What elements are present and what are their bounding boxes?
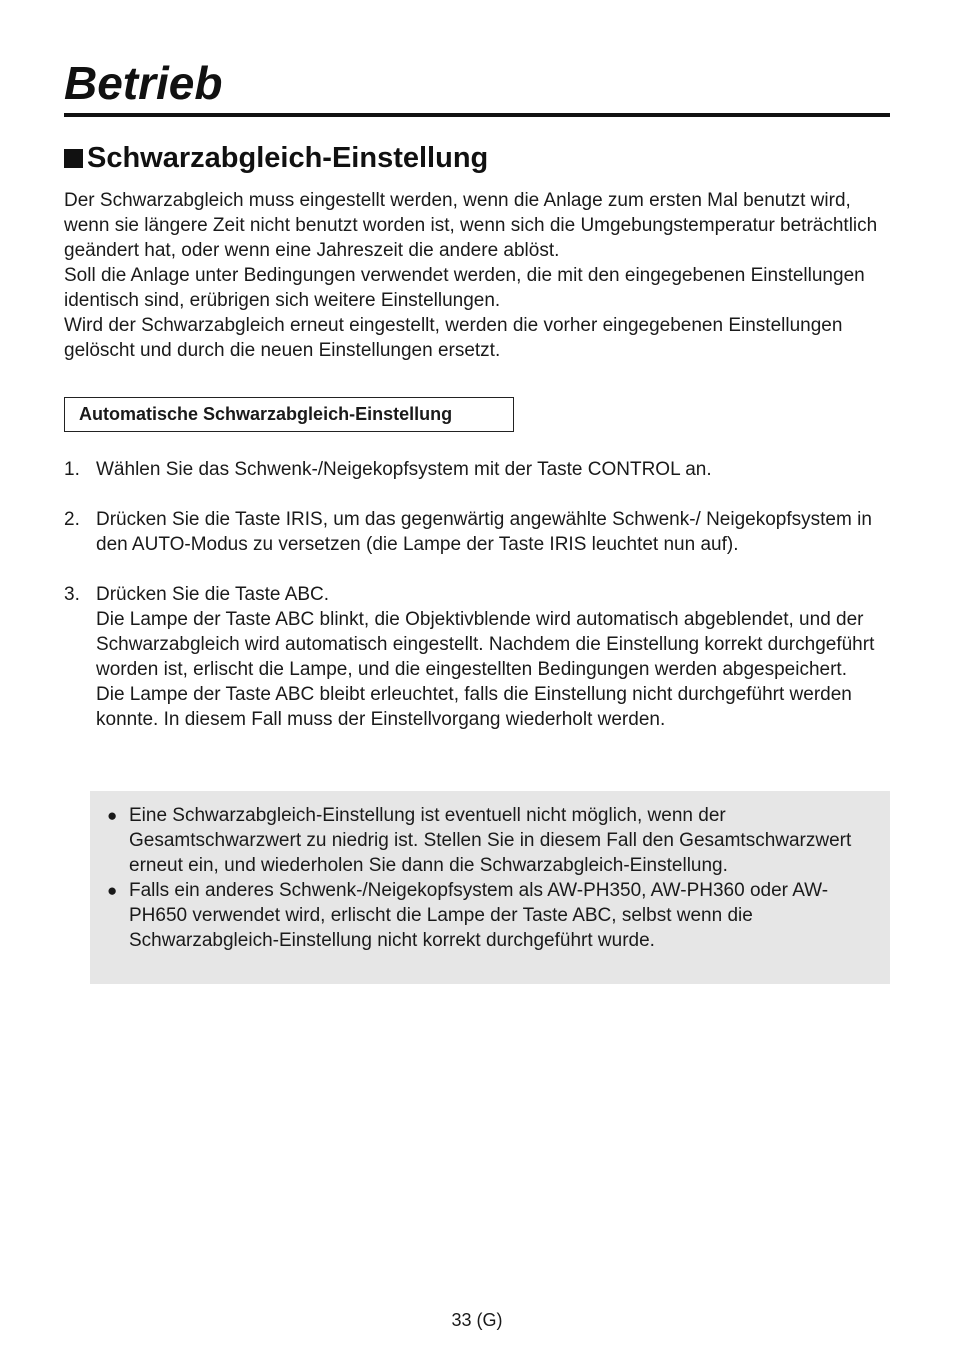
step-item bbox=[64, 507, 894, 557]
step-paragraph: Drücken Sie die Taste ABC. bbox=[96, 584, 330, 605]
note-text: Eine Schwarzabgleich-Einstellung ist eventuell nicht möglich, wenn der Gesamtschwarzwert zu niedrig ist. Stellen Sie in diesem Fall den Gesamtschwarzwert erneut ein, und wiederholen Sie dann die Schwarzabgleich-Einstellung. bbox=[129, 805, 852, 876]
step-item bbox=[64, 582, 894, 732]
step-text bbox=[96, 582, 894, 732]
title-rule bbox=[64, 113, 890, 117]
subsection-title-box bbox=[64, 397, 514, 432]
section-heading-text: Schwarzabgleich-Einstellung bbox=[87, 142, 489, 174]
steps-list bbox=[64, 457, 894, 757]
note-text: Falls ein anderes Schwenk-/Neigekopfsystem als AW-PH350, AW-PH360 oder AW-PH650 verwendet wird, erlischt die Lampe der Taste ABC, selbst wenn die Schwarzabgleich-Einstellung nicht korrekt durchgeführt wurde. bbox=[129, 880, 829, 951]
square-bullet-icon bbox=[64, 149, 83, 168]
page-number: 33 (G) bbox=[451, 1310, 503, 1330]
step-text bbox=[96, 457, 894, 482]
step-paragraph: Die Lampe der Taste ABC blinkt, die Objektivblende wird automatisch abgeblendet, und der Schwarzabgleich wird automatisch eingestellt. Nachdem die Einstellung korrekt durchgeführt worden ist, erlischt die Lampe, und die eingestellten Bedingungen werden abgespeichert. bbox=[96, 609, 875, 680]
intro-paragraph: Der Schwarzabgleich muss eingestellt werden, wenn die Anlage zum ersten Mal benutzt wird, wenn sie längere Zeit nicht benutzt worden ist, wenn sich die Umgebungstemperatur beträchtlich geändert hat, oder wenn eine Jahreszeit die andere ablöst. bbox=[64, 190, 878, 261]
step-paragraph: Wählen Sie das Schwenk-/Neigekopfsystem mit der Taste CONTROL an. bbox=[96, 459, 712, 480]
intro-paragraph: Wird der Schwarzabgleich erneut eingestellt, werden die vorher eingegebenen Einstellungen gelöscht und durch die neuen Einstellungen ersetzt. bbox=[64, 315, 843, 361]
note-item bbox=[106, 878, 870, 953]
step-paragraph: Drücken Sie die Taste IRIS, um das gegenwärtig angewählte Schwenk-/ Neigekopfsystem in den AUTO-Modus zu versetzen (die Lampe der Taste IRIS leuchtet nun auf). bbox=[96, 509, 872, 555]
step-number: 3. bbox=[64, 584, 80, 605]
bullet-icon: ● bbox=[107, 881, 118, 900]
note-box bbox=[90, 791, 890, 984]
step-number: 2. bbox=[64, 509, 80, 530]
step-number: 1. bbox=[64, 459, 80, 480]
page-title: Betrieb bbox=[64, 57, 223, 109]
step-text bbox=[96, 507, 894, 557]
step-item bbox=[64, 457, 894, 482]
subsection-title: Automatische Schwarzabgleich-Einstellung bbox=[79, 404, 453, 424]
step-paragraph: Die Lampe der Taste ABC bleibt erleuchtet, falls die Einstellung nicht durchgeführt werden konnte. In diesem Fall muss der Einstellvorgang wiederholt werden. bbox=[96, 684, 852, 730]
section-heading bbox=[64, 138, 488, 178]
bullet-icon: ● bbox=[107, 806, 118, 825]
note-item bbox=[106, 803, 870, 878]
intro-text bbox=[64, 188, 894, 363]
intro-paragraph: Soll die Anlage unter Bedingungen verwendet werden, die mit den eingegebenen Einstellungen identisch sind, erübrigen sich weitere Einstellungen. bbox=[64, 265, 865, 311]
